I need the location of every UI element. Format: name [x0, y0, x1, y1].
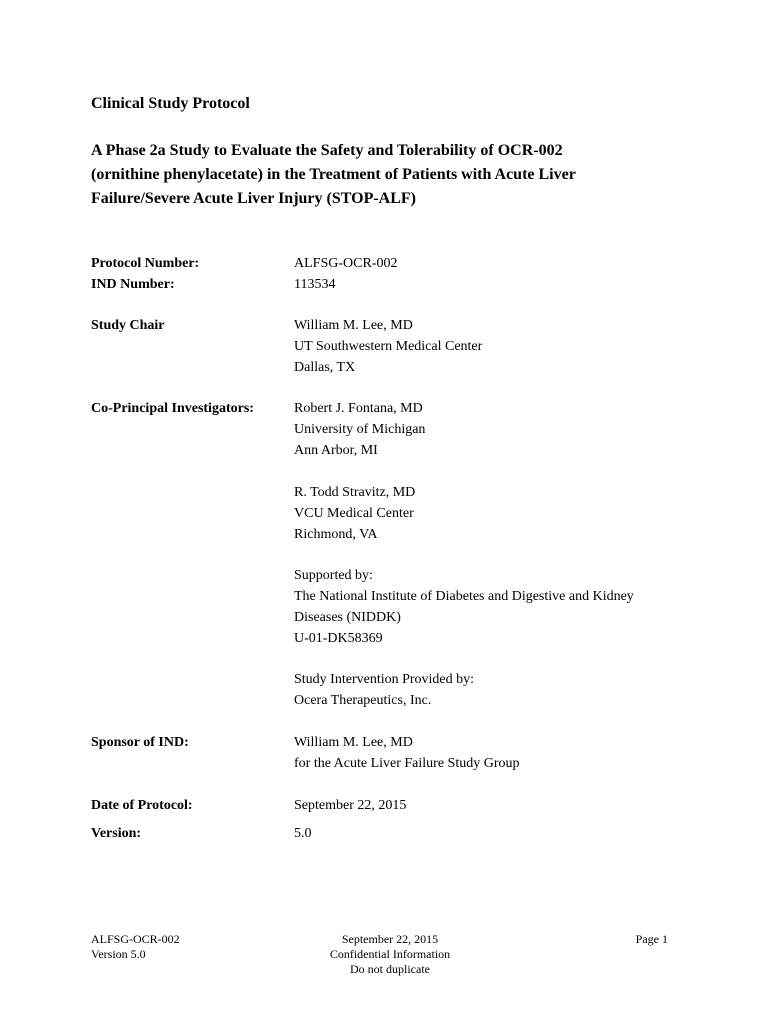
protocol-number-label: Protocol Number:	[91, 256, 200, 271]
sponsor-line: William M. Lee, MD	[294, 735, 413, 750]
footer-left	[91, 932, 180, 962]
co-pi-1-line: University of Michigan	[294, 422, 426, 437]
protocol-title	[91, 139, 680, 211]
protocol-title-line: (ornithine phenylacetate) in the Treatment of Patients with Acute Liver	[91, 166, 576, 183]
ind-number-value: 113534	[294, 277, 336, 292]
footer-page-number: Page 1	[635, 932, 668, 946]
footer-date: September 22, 2015	[341, 932, 439, 946]
footer-center	[290, 932, 490, 977]
sponsor-line: for the Acute Liver Failure Study Group	[294, 756, 520, 771]
support-info	[294, 565, 694, 649]
document-heading: Clinical Study Protocol	[91, 95, 250, 112]
intervention-info	[294, 669, 694, 711]
sponsor-value	[294, 732, 694, 774]
study-chair-line: Dallas, TX	[294, 360, 356, 375]
intervention-line: Ocera Therapeutics, Inc.	[294, 693, 432, 708]
intervention-line: Study Intervention Provided by:	[294, 672, 475, 687]
protocol-number-value: ALFSG-OCR-002	[294, 256, 398, 271]
study-chair-line: UT Southwestern Medical Center	[294, 339, 483, 354]
study-chair-value	[294, 315, 694, 378]
protocol-title-line: A Phase 2a Study to Evaluate the Safety and Tolerability of OCR-002	[91, 142, 563, 159]
study-chair-label: Study Chair	[91, 318, 165, 333]
date-value: September 22, 2015	[294, 798, 407, 813]
study-chair-line: William M. Lee, MD	[294, 318, 413, 333]
co-pi-1-value	[294, 398, 694, 461]
co-pi-2-line: VCU Medical Center	[294, 506, 414, 521]
support-line: Supported by:	[294, 568, 373, 583]
ind-number-label: IND Number:	[91, 277, 175, 292]
support-line: U-01-DK58369	[294, 631, 383, 646]
co-pi-1-line: Ann Arbor, MI	[294, 443, 378, 458]
footer-protocol-id: ALFSG-OCR-002	[91, 932, 180, 946]
co-pi-label: Co-Principal Investigators:	[91, 401, 254, 416]
version-value: 5.0	[294, 826, 312, 841]
co-pi-2-line: R. Todd Stravitz, MD	[294, 485, 416, 500]
protocol-title-line: Failure/Severe Acute Liver Injury (STOP-ALF)	[91, 190, 417, 207]
footer-no-duplicate: Do not duplicate	[350, 962, 430, 976]
footer-confidential: Confidential Information	[329, 947, 451, 961]
support-line: Diseases (NIDDK)	[294, 610, 401, 625]
date-label: Date of Protocol:	[91, 798, 193, 813]
sponsor-label: Sponsor of IND:	[91, 735, 189, 750]
version-label: Version:	[91, 826, 142, 841]
support-line: The National Institute of Diabetes and Digestive and Kidney	[294, 589, 634, 604]
footer-version: Version 5.0	[91, 947, 146, 961]
co-pi-2-value	[294, 482, 694, 545]
co-pi-1-line: Robert J. Fontana, MD	[294, 401, 423, 416]
co-pi-2-line: Richmond, VA	[294, 527, 378, 542]
